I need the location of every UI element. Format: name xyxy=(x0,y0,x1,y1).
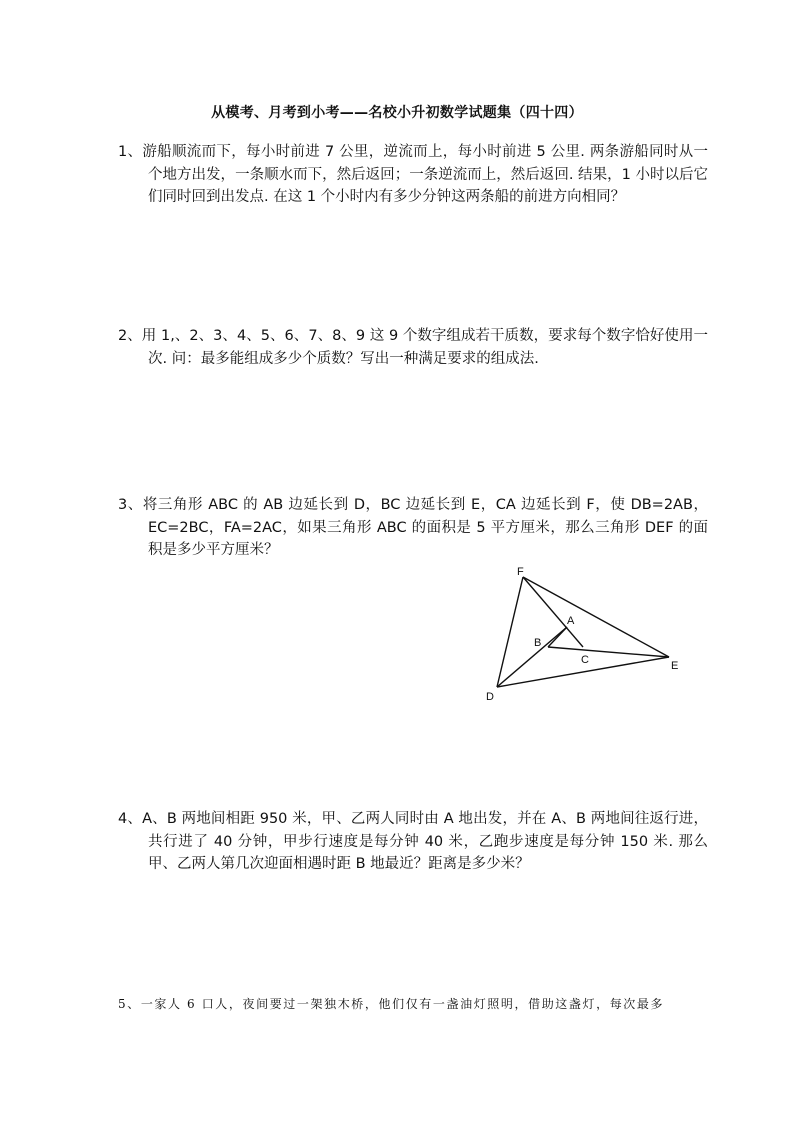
problem-4: 4、A、B 两地间相距 950 米，甲、乙两人同时由 A 地出发，并在 A、B 两地间往返行进，共行进了 40 分钟，甲步行速度是每分钟 40 米，乙跑步速度是每分钟 150 米. 那么甲、乙两人第几次迎面相遇时距 B 地最近？距离是多少米？ xyxy=(118,811,708,872)
label-d: D xyxy=(486,691,494,703)
problem-3: 3、将三角形 ABC 的 AB 边延长到 D，BC 边延长到 E，CA 边延长到 F，使 DB=2AB，EC=2BC，FA=2AC，如果三角形 ABC 的面积是 5 平方厘米，那么三角形 DEF 的面积是多少平方厘米？ xyxy=(118,497,708,558)
problem-2: 2、用 1,、2、3、4、5、6、7、8、9 这 9 个数字组成若干质数，要求每个数字恰好使用一次. 问：最多能组成多少个质数？写出一种满足要求的组成法. xyxy=(118,328,708,367)
problem-5: 5、一家人 6 口人，夜间要过一架独木桥，他们仅有一盏油灯照明，借助这盏灯，每次最多 xyxy=(118,997,665,1011)
label-a: A xyxy=(567,615,575,627)
segment-ab xyxy=(548,627,567,647)
problem-1: 1、游船顺流而下，每小时前进 7 公里，逆流而上，每小时前进 5 公里. 两条游船同时从一个地方出发，一条顺水而下，然后返回；一条逆流而上，然后返回. 结果，1 小时以后它们同时回到出发点. 在这 1 个小时内有多少分钟这两条船的前进方向相同？ xyxy=(118,144,708,205)
label-b: B xyxy=(534,637,542,649)
segment-fe xyxy=(523,577,669,657)
label-e: E xyxy=(671,660,679,672)
segment-fd xyxy=(497,577,523,687)
segment-da xyxy=(497,627,567,687)
segment-be xyxy=(548,647,669,657)
segment-fc xyxy=(523,577,583,647)
label-c: C xyxy=(581,654,589,666)
label-f: F xyxy=(517,566,524,578)
triangle-def-figure xyxy=(470,560,690,710)
page-title: 从模考、月考到小考——名校小升初数学试题集（四十四） xyxy=(211,105,583,121)
